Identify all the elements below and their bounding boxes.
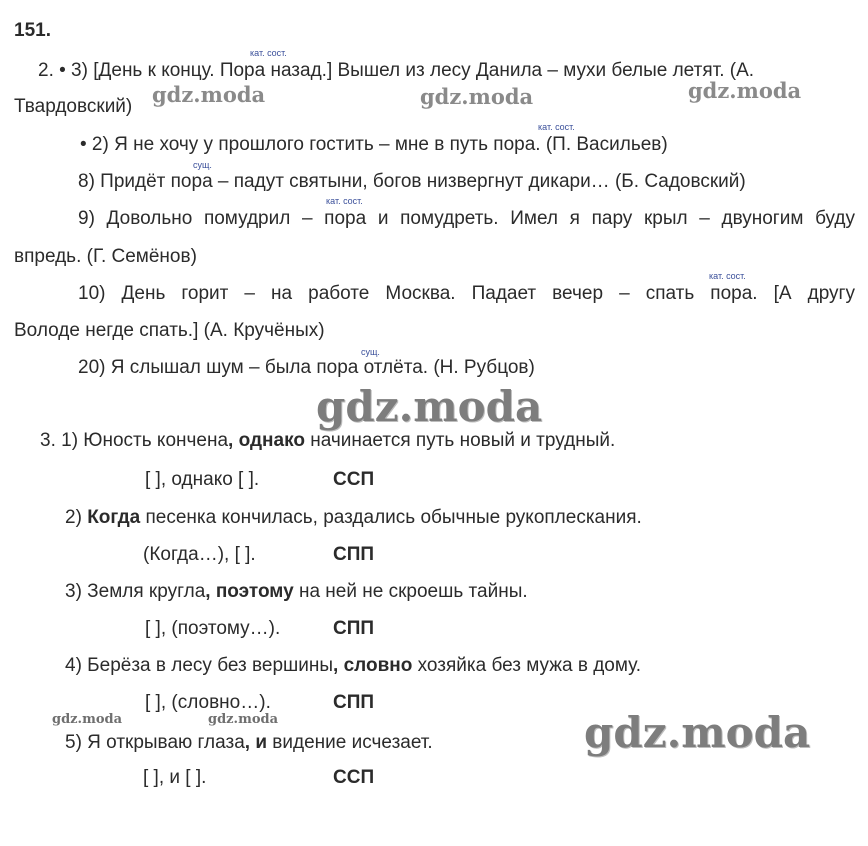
annotation-kat-sost: кат. сост. [250, 48, 287, 58]
sentence-type: СПП [333, 692, 375, 713]
watermark: gdz.moda [316, 382, 543, 431]
watermark: gdz.moda [688, 78, 802, 103]
watermark: gdz.moda [420, 84, 534, 109]
sentence-text: 3) Земля кругла [65, 581, 206, 602]
text-line: 9) Довольно помудрил – пора и помудреть. Имел я пару крыл – двуногим буду [78, 208, 855, 229]
text-line: Володе негде спать.] (А. Кручёных) [14, 320, 325, 341]
annotation-kat-sost: кат. сост. [709, 271, 746, 281]
watermark: gdz.moda [584, 708, 811, 757]
text-line: 2. • 3) [День к концу. Пора назад.] Вышел из лесу Данила – мухи белые летят. (А. [38, 60, 755, 81]
sentence-text: на ней не скроешь тайны. [293, 581, 528, 602]
conjunction: , и [244, 732, 268, 753]
text-line: Твардовский) [14, 96, 133, 117]
watermark: gdz.moda [152, 82, 266, 107]
annotation-sushch: сущ. [193, 160, 212, 170]
exercise-number: 151. [14, 20, 51, 41]
sentence-text: видение исчезает. [267, 732, 433, 753]
sentence [65, 507, 642, 529]
annotation-kat-sost: кат. сост. [326, 196, 363, 206]
sentence-text: песенка кончилась, раздались обычные рукоплескания. [140, 507, 642, 528]
sentence-type: СПП [333, 544, 375, 565]
sentence-text: 5) Я открываю глаза [65, 732, 245, 753]
sentence-type: ССП [333, 469, 375, 490]
text-line: 10) День горит – на работе Москва. Падает вечер – спать пора. [А другу [78, 283, 855, 304]
conjunction: , словно [333, 655, 413, 676]
sentence-text: 2) [65, 507, 88, 528]
conjunction: , поэтому [205, 581, 294, 602]
sentence [65, 655, 641, 677]
annotation-sushch: сущ. [361, 347, 380, 357]
sentence-text: хозяйка без мужа в дому. [412, 655, 641, 676]
watermark: gdz.moda [208, 712, 279, 727]
scheme: [ ], (словно…). [145, 692, 271, 713]
conjunction: Когда [87, 507, 141, 528]
sentence [65, 732, 433, 754]
sentence-type: СПП [333, 618, 375, 639]
text-line: • 2) Я не хочу у прошлого гостить – мне в путь пора. (П. Васильев) [80, 134, 668, 155]
sentence-text: 3. 1) Юность кончена [40, 430, 229, 451]
text-line: 20) Я слышал шум – была пора отлёта. (Н. Рубцов) [78, 357, 535, 378]
scheme: [ ], и [ ]. [143, 767, 207, 788]
text-line: 8) Придёт пора – падут святыни, богов низвергнут дикари… (Б. Садовский) [78, 171, 746, 192]
annotation-kat-sost: кат. сост. [538, 122, 575, 132]
sentence-text: начинается путь новый и трудный. [304, 430, 616, 451]
scheme: [ ], (поэтому…). [145, 618, 281, 639]
scheme: (Когда…), [ ]. [143, 544, 256, 565]
sentence-text: 4) Берёза в лесу без вершины [65, 655, 334, 676]
sentence [40, 430, 615, 452]
sentence-type: ССП [333, 767, 375, 788]
sentence [65, 581, 528, 603]
text-line: впредь. (Г. Семёнов) [14, 246, 197, 267]
scheme: [ ], однако [ ]. [145, 469, 260, 490]
conjunction: , однако [228, 430, 305, 451]
watermark: gdz.moda [52, 712, 123, 727]
